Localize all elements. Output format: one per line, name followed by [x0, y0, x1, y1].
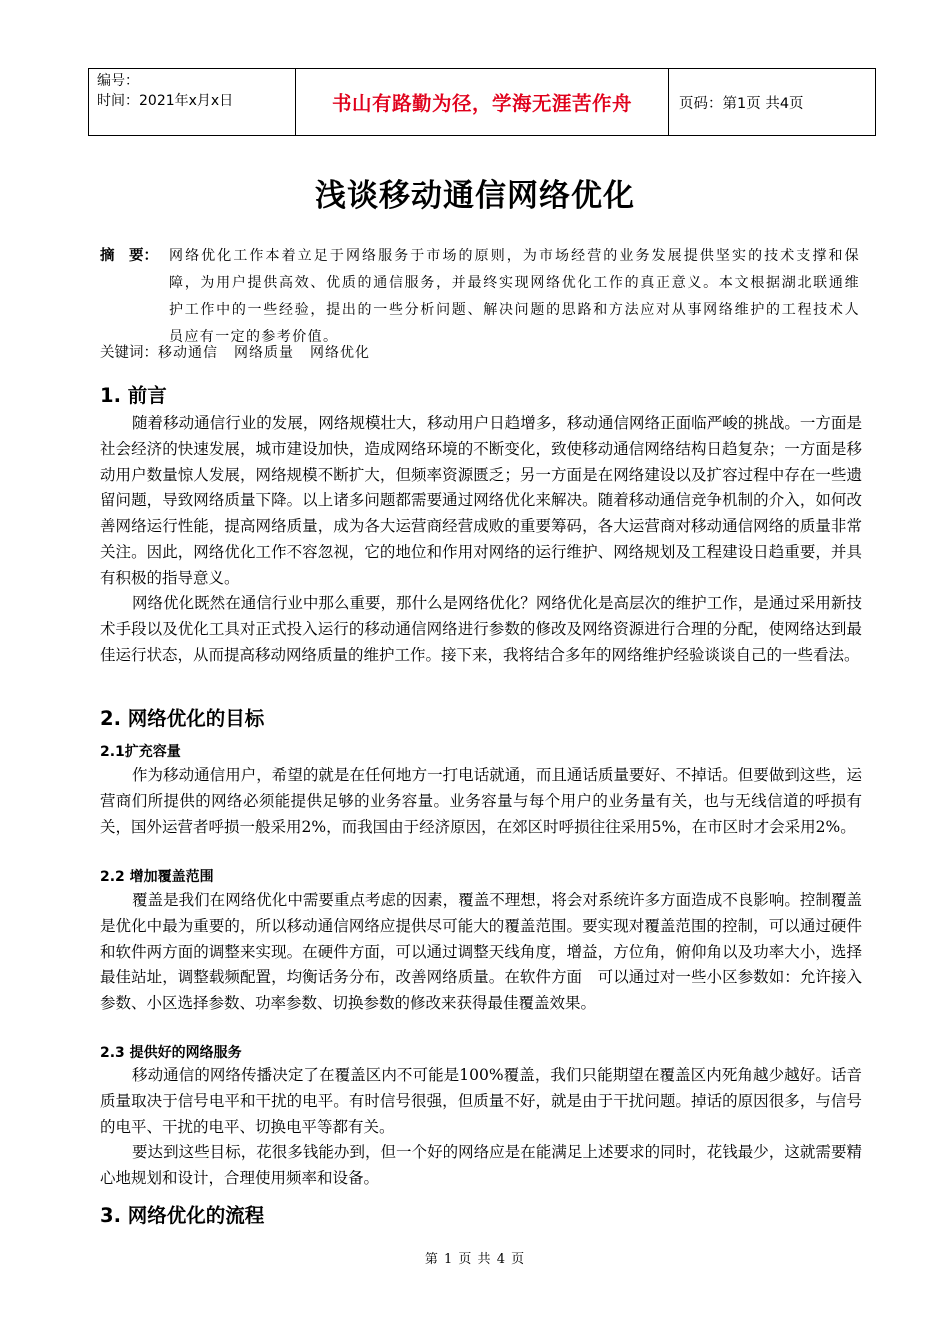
- subsection-2-2-paragraph: 覆盖是我们在网络优化中需要重点考虑的因素，覆盖不理想，将会对系统许多方面造成不良影响。控制覆盖是优化中最为重要的，所以移动通信网络应提供尽可能大的覆盖范围。要实现对覆盖范围的控制，可以通过硬件和软件两方面的调整来实现。在硬件方面，可以通过调整天线角度，增益，方位角，俯仰角以及功率大小，选择最佳站址，调整载频配置，均衡话务分布，改善网络质量。在软件方面 可以通过对一些小区参数如：允许接入参数、小区选择参数、功率参数、切换参数的修改来获得最佳覆盖效果。: [100, 891, 862, 1013]
- subsection-heading-2-2: 2.2 增加覆盖范围: [100, 869, 214, 885]
- header-page-info: 页码：第1页 共4页: [669, 69, 876, 136]
- subsection-2-3-paragraph-1: 移动通信的网络传播决定了在覆盖区内不可能是100%覆盖，我们只能期望在覆盖区内死角越少越好。话音质量取决于信号电平和干扰的电平。有时信号很强，但质量不好，就是由于干扰问题。掉话的原因很多，与信号的电平、干扰的电平、切换电平等都有关。: [100, 1066, 862, 1136]
- section-heading-1: 1. 前言: [100, 384, 167, 407]
- document-title: 浅谈移动通信网络优化: [315, 178, 635, 214]
- keyword-item: 网络优化: [310, 345, 370, 361]
- abstract-text: 网络优化工作本着立足于网络服务于市场的原则，为市场经营的业务发展提供坚实的技术支撑和保障，为用户提供高效、优质的通信服务，并最终实现网络优化工作的真正意义。本文根据湖北联通维护工作中的一些经验，提出的一些分析问题、解决问题的思路和方法应对从事网络维护的工程技术人员应有一定的参考价值。: [169, 248, 860, 345]
- section-heading-3: 3. 网络优化的流程: [100, 1204, 265, 1227]
- abstract-label: 摘 要：: [100, 248, 158, 264]
- document-time-label: 时间：2021年x月x日: [97, 93, 234, 109]
- keywords-label: 关键词：: [100, 345, 158, 361]
- abstract-block: [100, 243, 860, 351]
- subsection-2-1-paragraph: 作为移动通信用户，希望的就是在任何地方一打电话就通，而且通话质量要好、不掉话。但要做到这些，运营商们所提供的网络必须能提供足够的业务容量。业务容量与每个用户的业务量有关，也与无线信道的呼损有关，国外运营者呼损一般采用2%，而我国由于经济原因，在郊区时呼损往往采用5%，在市区时才会采用2%。: [100, 766, 862, 836]
- header-meta-cell: [89, 69, 296, 136]
- subsection-2-3-paragraph-2: 要达到这些目标，花很多钱能办到，但一个好的网络应是在能满足上述要求的同时，花钱最少，这就需要精心地规划和设计，合理使用频率和设备。: [100, 1143, 862, 1187]
- section-heading-2: 2. 网络优化的目标: [100, 707, 265, 730]
- section-1-paragraph-1: 随着移动通信行业的发展，网络规模壮大，移动用户日趋增多，移动通信网络正面临严峻的挑战。一方面是社会经济的快速发展，城市建设加快，造成网络环境的不断变化，致使移动通信网络结构日趋复杂；一方面是移动用户数量惊人发展，网络规模不断扩大，但频率资源匮乏；另一方面是在网络建设以及扩容过程中存在一些遗留问题，导致网络质量下降。以上诸多问题都需要通过网络优化来解决。随着移动通信竞争机制的介入，如何改善网络运行性能，提高网络质量，成为各大运营商经营成败的重要筹码，各大运营商对移动通信网络的质量非常关注。因此，网络优化工作不容忽视，它的地位和作用对网络的运行维护、网络规划及工程建设日趋重要，并具有积极的指导意义。: [100, 414, 862, 587]
- document-number-label: 编号：: [97, 73, 139, 89]
- page-footer: 第 1 页 共 4 页: [424, 1252, 526, 1267]
- section-1-paragraph-2: 网络优化既然在通信行业中那么重要，那什么是网络优化？网络优化是高层次的维护工作，是通过采用新技术手段以及优化工具对正式投入运行的移动通信网络进行参数的修改及网络资源进行合理的分配，使网络达到最佳运行状态，从而提高移动网络质量的维护工作。接下来，我将结合多年的网络维护经验谈谈自己的一些看法。: [100, 594, 862, 664]
- subsection-heading-2-1: 2.1扩充容量: [100, 744, 181, 760]
- document-header: [88, 68, 876, 136]
- keywords-line: [100, 340, 386, 367]
- subsection-heading-2-3: 2.3 提供好的网络服务: [100, 1045, 242, 1061]
- keyword-item: 网络质量: [234, 345, 294, 361]
- keyword-item: 移动通信: [158, 345, 218, 361]
- header-motto: 书山有路勤为径，学海无涯苦作舟: [296, 69, 669, 136]
